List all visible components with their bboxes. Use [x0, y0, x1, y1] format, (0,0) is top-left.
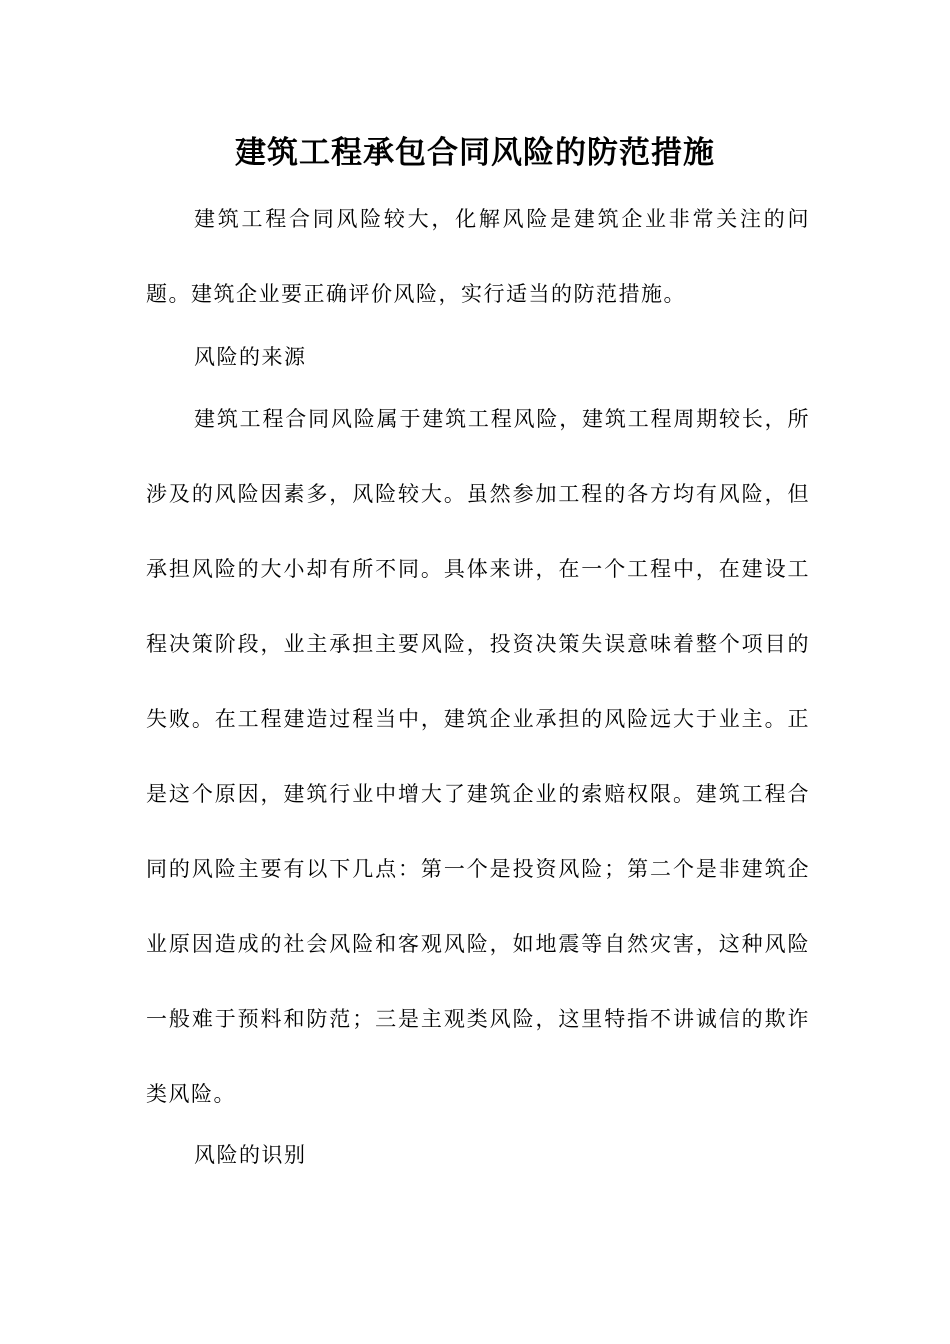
section-heading-risk-sources: 风险的来源	[194, 345, 307, 369]
section-heading-risk-identification: 风险的识别	[194, 1143, 307, 1167]
risk-sources-paragraph: 建筑工程合同风险属于建筑工程风险，建筑工程周期较长，所涉及的风险因素多，风险较大。虽然参加工程的各方均有风险，但承担风险的大小却有所不同。具体来讲，在一个工程中，在建设工程决策阶段，业主承担主要风险，投资决策失误意味着整个项目的失败。在工程建造过程当中，建筑企业承担的风险远大于业主。正是这个原因，建筑行业中增大了建筑企业的索赔权限。建筑工程合同的风险主要有以下几点：第一个是投资风险；第二个是非建筑企业原因造成的社会风险和客观风险，如地震等自然灾害，这种风险一般难于预料和防范；三是主观类风险，这里特指不讲诚信的欺诈类风险。	[146, 407, 810, 1106]
document-title: 建筑工程承包合同风险的防范措施	[235, 135, 715, 171]
intro-paragraph: 建筑工程合同风险较大，化解风险是建筑企业非常关注的问题。建筑企业要正确评价风险，实行适当的防范措施。	[146, 207, 810, 306]
